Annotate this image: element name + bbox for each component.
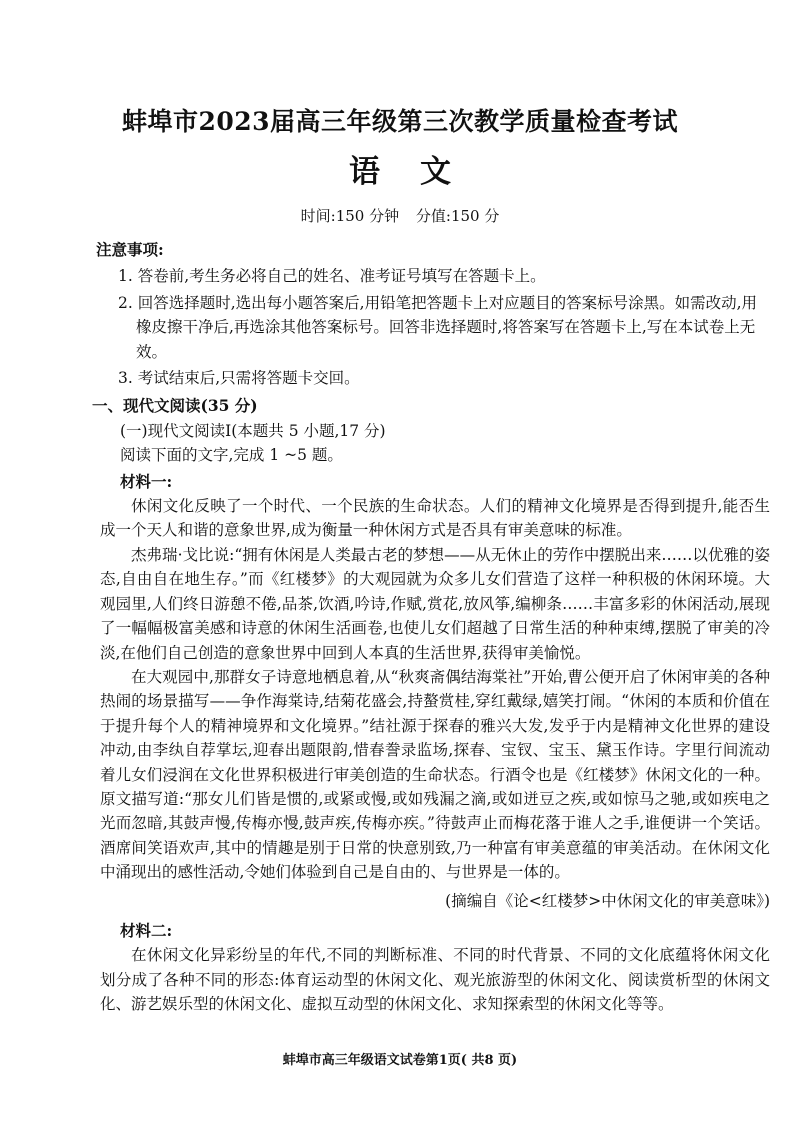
reading-instruction: 阅读下面的文字,完成 1 ~5 题。 bbox=[120, 446, 343, 465]
exam-title: 蚌埠市2023届高三年级第三次教学质量检查考试 bbox=[121, 107, 679, 136]
section-title: 一、现代文阅读(35 分) bbox=[92, 396, 258, 416]
material-1-paragraph: 杰弗瑞·戈比说:“拥有休闲是人类最古老的梦想——从无休止的劳作中摆脱出来……以优雅的姿态,自由自在地生存。”而《红楼梦》的大观园就为众多儿女们营造了这样一种积极的休闲环境。大观园里,人们终日游憩不倦,品茶,饮酒,吟诗,作赋,赏花,放风筝,编柳条……丰富多彩的休闲活动,展现了一幅幅极富美感和诗意的休闲生活画卷,也使儿女们超越了日常生活的种种束缚,摆脱了审美的冷淡,在他们自己创造的意象世界中回到人本真的生活世界,获得审美愉悦。 bbox=[100, 545, 770, 662]
time-limit: 时间:150 分钟 bbox=[300, 207, 400, 225]
notice-item: 2. 回答选择题时,选出每小题答案后,用铅笔把答题卡上对应题目的答案标号涂黑。如需改动,用橡皮擦干净后,再选涂其他答案标号。回答非选择题时,将答案写在答题卡上,写在本试卷上无效。 bbox=[118, 293, 757, 361]
exam-body bbox=[92, 232, 770, 1017]
total-score: 分值:150 分 bbox=[415, 207, 500, 225]
subsection-title: (一)现代文阅读Ⅰ(本题共 5 小题,17 分) bbox=[120, 421, 386, 440]
exam-meta bbox=[0, 205, 800, 226]
page-footer: 蚌埠市高三年级语文试卷第1页( 共8 页) bbox=[282, 1053, 518, 1068]
notice-item: 3. 考试结束后,只需将答题卡交回。 bbox=[118, 369, 360, 388]
notice-list bbox=[100, 264, 770, 390]
subject-title: 语文 bbox=[349, 154, 491, 190]
material-2-title: 材料二: bbox=[120, 920, 173, 940]
notice-item: 1. 答卷前,考生务必将自己的姓名、准考证号填写在答题卡上。 bbox=[118, 267, 546, 286]
notice-title: 注意事项: bbox=[96, 240, 164, 259]
material-2-paragraph: 在休闲文化异彩纷呈的年代,不同的判断标准、不同的时代背景、不同的文化底蕴将休闲文化划分成了各种不同的形态:体育运动型的休闲文化、观光旅游型的休闲文化、阅读赏析型的休闲文化、游艺娱乐型的休闲文化、虚拟互动型的休闲文化、求知探索型的休闲文化等等。 bbox=[100, 946, 770, 1014]
material-1-title: 材料一: bbox=[120, 471, 173, 491]
material-1-paragraph: 休闲文化反映了一个时代、一个民族的生命状态。人们的精神文化境界是否得到提升,能否生成一个天人和谐的意象世界,成为衡量一种休闲方式是否具有审美意味的标准。 bbox=[100, 497, 770, 540]
material-1-paragraph: 在大观园中,那群女子诗意地栖息着,从“秋爽斋偶结海棠社”开始,曹公便开启了休闲审美的各种热闹的场景描写——争作海棠诗,结菊花盛会,持螯赏桂,穿红戴绿,嬉笑打闹。“休闲的本质和价值在于提升每个人的精神境界和文化境界。”结社源于探春的雅兴大发,发乎于内是精神文化世界的建设冲动,由李纨自荐掌坛,迎春出题限韵,惜春誊录监场,探春、宝钗、宝玉、黛玉作诗。字里行间流动着儿女们浸润在文化世界积极进行审美创造的生命状态。行酒令也是《红楼梦》休闲文化的一种。原文描写道:“那女儿们皆是惯的,或紧或慢,或如残漏之滴,或如迸豆之疾,或如惊马之驰,或如疾电之光而忽暗,其鼓声慢,传梅亦慢,鼓声疾,传梅亦疾。”待鼓声止而梅花落于谁人之手,谁便讲一个笑话。酒席间笑语欢声,其中的情趣是别于日常的快意别致,乃一种富有审美意蕴的审美活动。在休闲文化中涌现出的感性活动,令她们体验到自己是自由的、与世界是一体的。 bbox=[100, 667, 770, 882]
material-1-source: (摘编自《论<红楼梦>中休闲文化的审美意味》) bbox=[445, 891, 770, 910]
